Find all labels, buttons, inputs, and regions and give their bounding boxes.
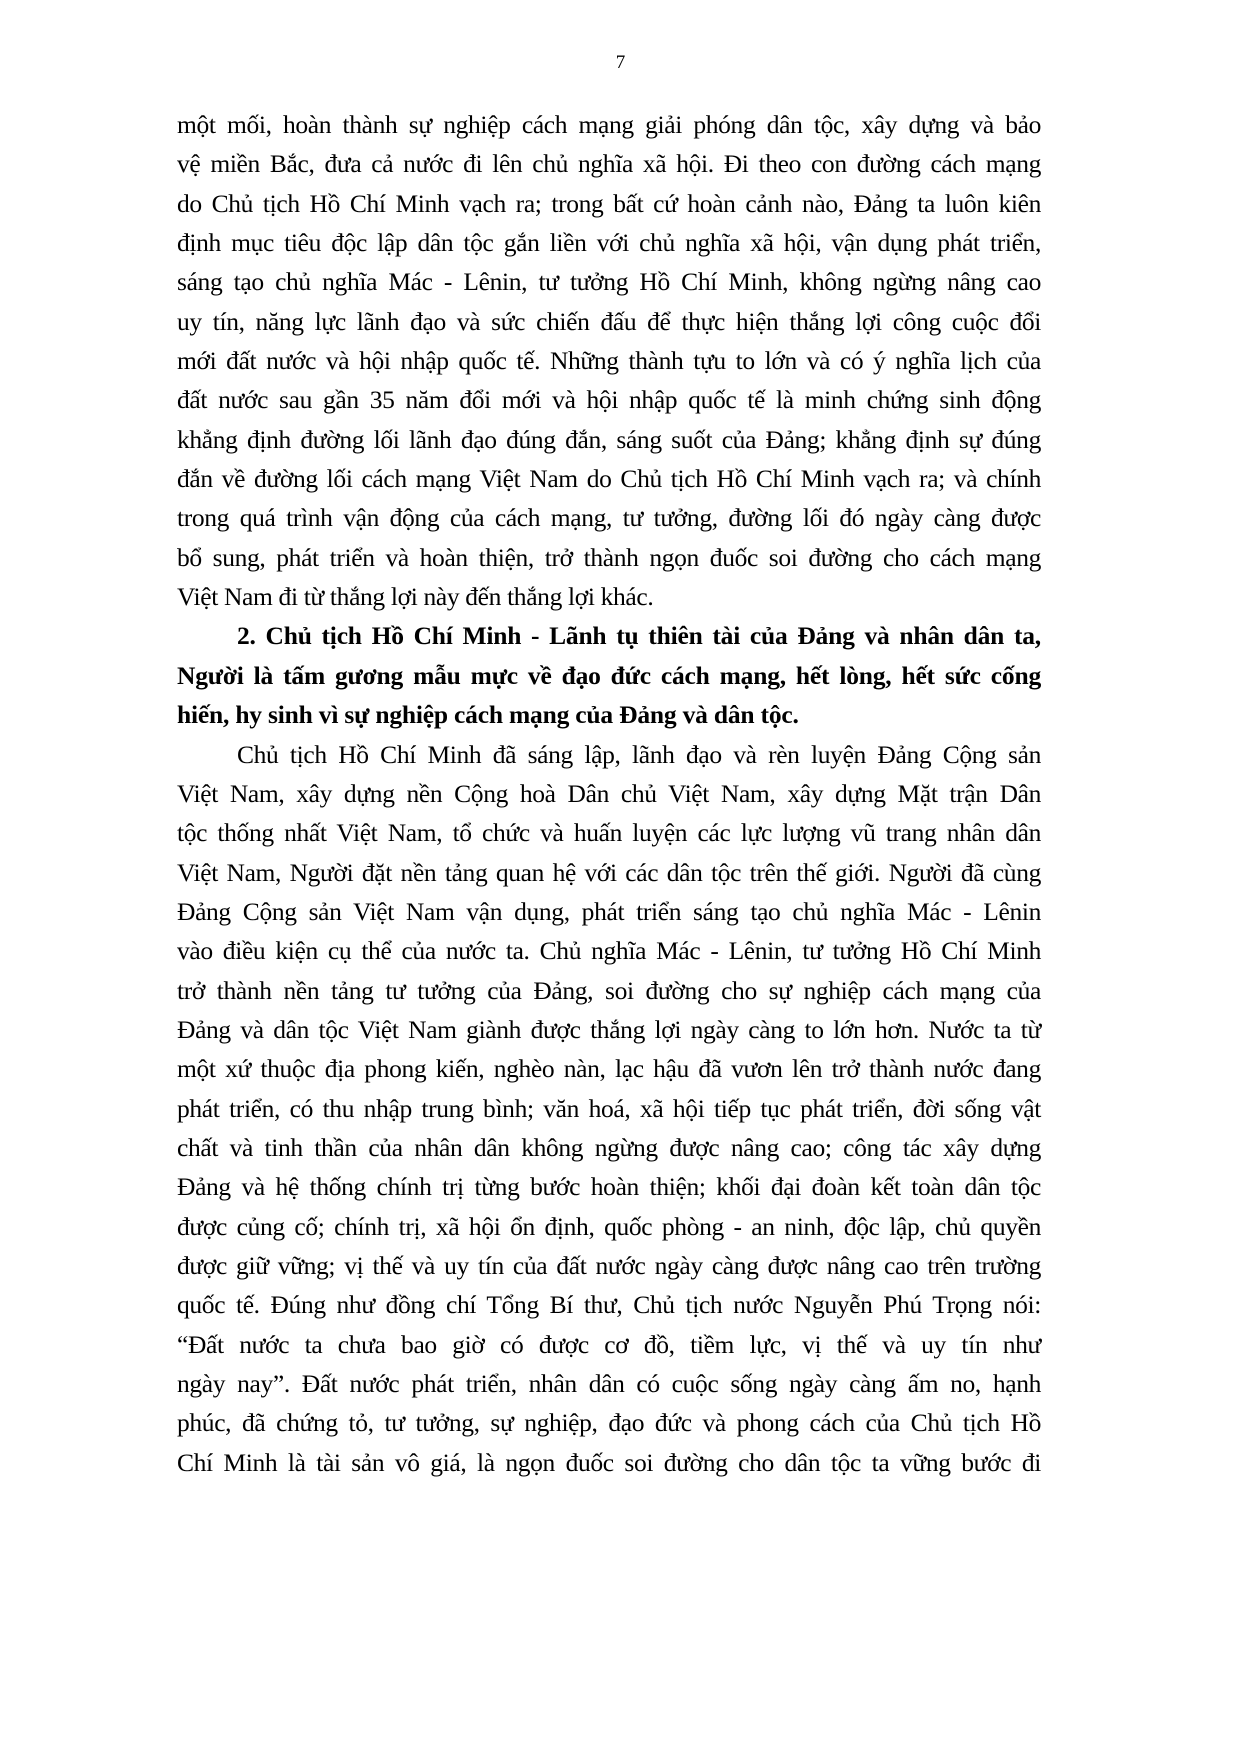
paragraph-2 [177,735,1041,1483]
text-line: Đảng và dân tộc Việt Nam giành được thắng lợi ngày càng to lớn hơn. Nước ta từ [177,1014,1041,1044]
text-line: Chí Minh là tài sản vô giá, là ngọn đuốc soi đường cho dân tộc ta vững bước đi [177,1447,1041,1477]
text-line: tộc thống nhất Việt Nam, tổ chức và huấn luyện các lực lượng vũ trang nhân dân [177,818,1041,848]
heading-line: Người là tấm gương mẫu mực về đạo đức cách mạng, hết lòng, hết sức cống [177,660,1041,690]
text-line: do Chủ tịch Hồ Chí Minh vạch ra; trong bất cứ hoàn cảnh nào, Đảng ta luôn kiên [177,188,1041,218]
document-body [177,105,1041,1482]
text-line: một xứ thuộc địa phong kiến, nghèo nàn, lạc hậu đã vươn lên trở thành nước đang [177,1054,1041,1084]
text-line: ngày nay”. Đất nước phát triển, nhân dân có cuộc sống ngày càng ấm no, hạnh [177,1369,1041,1398]
text-line: Đảng và hệ thống chính trị từng bước hoàn thiện; khối đại đoàn kết toàn dân tộc [177,1172,1041,1202]
text-line: chất và tinh thần của nhân dân không ngừng được nâng cao; công tác xây dựng [177,1132,1041,1162]
paragraph-1 [177,105,1041,616]
text-line: định mục tiêu độc lập dân tộc gắn liền với chủ nghĩa xã hội, vận dụng phát triển, [177,228,1041,258]
text-line: “Đất nước ta chưa bao giờ có được cơ đồ, tiềm lực, vị thế và uy tín như [177,1329,1041,1359]
text-line: Chủ tịch Hồ Chí Minh đã sáng lập, lãnh đạo và rèn luyện Đảng Cộng sản [237,739,1041,769]
text-line: đắn về đường lối cách mạng Việt Nam do Chủ tịch Hồ Chí Minh vạch ra; và chính [177,464,1041,494]
text-line: mới đất nước và hội nhập quốc tế. Những thành tựu to lớn và có ý nghĩa lịch của [177,346,1041,376]
text-line: được giữ vững; vị thế và uy tín của đất nước ngày càng được nâng cao trên trường [177,1250,1041,1280]
text-line: một mối, hoàn thành sự nghiệp cách mạng giải phóng dân tộc, xây dựng và bảo [177,110,1041,139]
heading-line: hiến, hy sinh vì sự nghiệp cách mạng của Đảng và dân tộc. [177,700,799,730]
heading-line: 2. Chủ tịch Hồ Chí Minh - Lãnh tụ thiên tài của Đảng và nhân dân ta, [237,621,1041,651]
text-line: uy tín, năng lực lãnh đạo và sức chiến đấu để thực hiện thắng lợi công cuộc đổi [177,306,1041,336]
page-number: 7 [615,52,626,73]
text-line: vào điều kiện cụ thể của nước ta. Chủ nghĩa Mác - Lênin, tư tưởng Hồ Chí Minh [177,936,1041,966]
text-line: phát triển, có thu nhập trung bình; văn hoá, xã hội tiếp tục phát triển, đời sống vật [177,1093,1041,1123]
section-heading [177,616,1041,734]
text-line: khẳng định đường lối lãnh đạo đúng đắn, sáng suốt của Đảng; khẳng định sự đúng [177,424,1041,454]
text-line: Việt Nam đi từ thắng lợi này đến thắng lợi khác. [177,582,654,612]
text-line: sáng tạo chủ nghĩa Mác - Lênin, tư tưởng Hồ Chí Minh, không ngừng nâng cao [177,267,1041,297]
text-line: quốc tế. Đúng như đồng chí Tổng Bí thư, Chủ tịch nước Nguyễn Phú Trọng nói: [177,1290,1041,1320]
text-line: trở thành nền tảng tư tưởng của Đảng, soi đường cho sự nghiệp cách mạng của [177,975,1041,1005]
text-line: đất nước sau gần 35 năm đổi mới và hội nhập quốc tế là minh chứng sinh động [177,385,1041,415]
text-line: bổ sung, phát triển và hoàn thiện, trở thành ngọn đuốc soi đường cho cách mạng [177,542,1041,572]
text-line: Việt Nam, Người đặt nền tảng quan hệ với các dân tộc trên thế giới. Người đã cùng [177,857,1041,887]
text-line: được củng cố; chính trị, xã hội ổn định, quốc phòng - an ninh, độc lập, chủ quyền [177,1211,1041,1241]
text-line: Đảng Cộng sản Việt Nam vận dụng, phát triển sáng tạo chủ nghĩa Mác - Lênin [177,896,1041,926]
text-line: trong quá trình vận động của cách mạng, tư tưởng, đường lối đó ngày càng được [177,503,1041,533]
text-line: Việt Nam, xây dựng nền Cộng hoà Dân chủ Việt Nam, xây dựng Mặt trận Dân [177,778,1041,808]
text-line: vệ miền Bắc, đưa cả nước đi lên chủ nghĩa xã hội. Đi theo con đường cách mạng [177,149,1041,179]
text-line: phúc, đã chứng tỏ, tư tưởng, sự nghiệp, đạo đức và phong cách của Chủ tịch Hồ [177,1408,1041,1438]
